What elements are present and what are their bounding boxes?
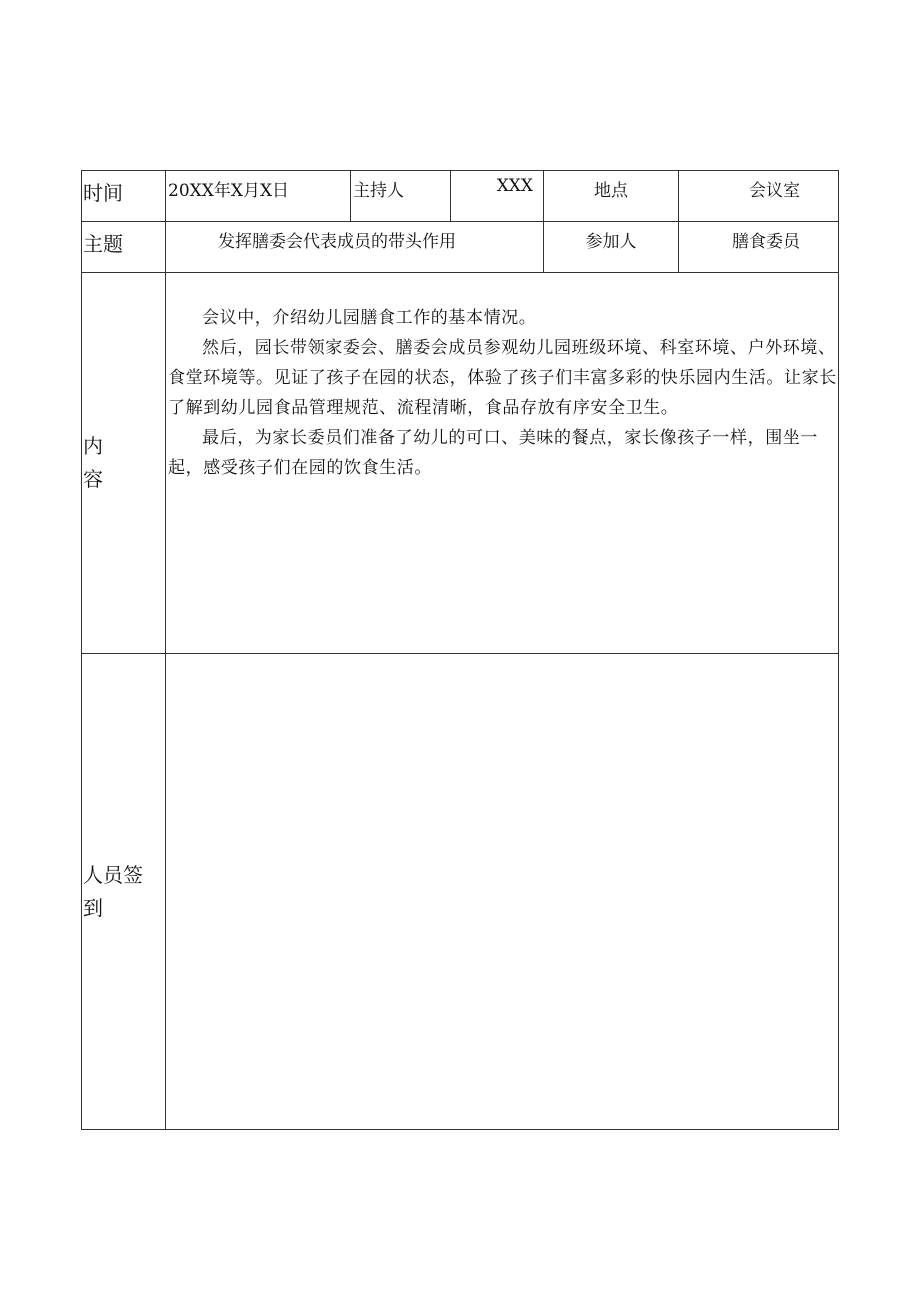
signin-label — [82, 654, 166, 1130]
row-topic — [82, 222, 839, 273]
signin-label-line-1: 人员签 — [83, 862, 143, 887]
topic-label: 主题 — [82, 222, 166, 273]
signin-area[interactable] — [166, 654, 839, 1130]
row-signin — [82, 654, 839, 1130]
host-label: 主持人 — [351, 171, 451, 222]
location-label: 地点 — [544, 171, 679, 222]
content-paragraph: 会议中，介绍幼儿园膳食工作的基本情况。 — [202, 308, 537, 328]
participants-value: 膳食委员 — [679, 222, 839, 273]
host-value: XXX — [451, 171, 544, 222]
content-body — [166, 273, 839, 654]
participants-label: 参加人 — [544, 222, 679, 273]
content-label — [82, 273, 166, 654]
time-label: 时间 — [82, 171, 166, 222]
row-content — [82, 273, 839, 654]
content-label-line-1: 内 — [83, 434, 103, 458]
topic-value: 发挥膳委会代表成员的带头作用 — [166, 222, 544, 273]
content-paragraph: 然后，园长带领家委会、膳委会成员参观幼儿园班级环境、科室环境、户外环境、食堂环境等。见证了孩子在园的状态，体验了孩子们丰富多彩的快乐园内生活。让家长了解到幼儿园食品管理规范、流程清晰，食品存放有序安全卫生。 — [168, 338, 837, 418]
time-value: 20XX年X月X日 — [166, 171, 351, 222]
content-label-line-2: 容 — [83, 467, 103, 491]
signin-label-line-2: 到 — [83, 895, 103, 920]
meeting-record-table — [81, 170, 839, 1130]
location-value: 会议室 — [679, 171, 839, 222]
content-paragraph: 最后，为家长委员们准备了幼儿的可口、美味的餐点，家长像孩子一样，围坐一起，感受孩子们在园的饮食生活。 — [168, 428, 818, 478]
row-time — [82, 171, 839, 222]
